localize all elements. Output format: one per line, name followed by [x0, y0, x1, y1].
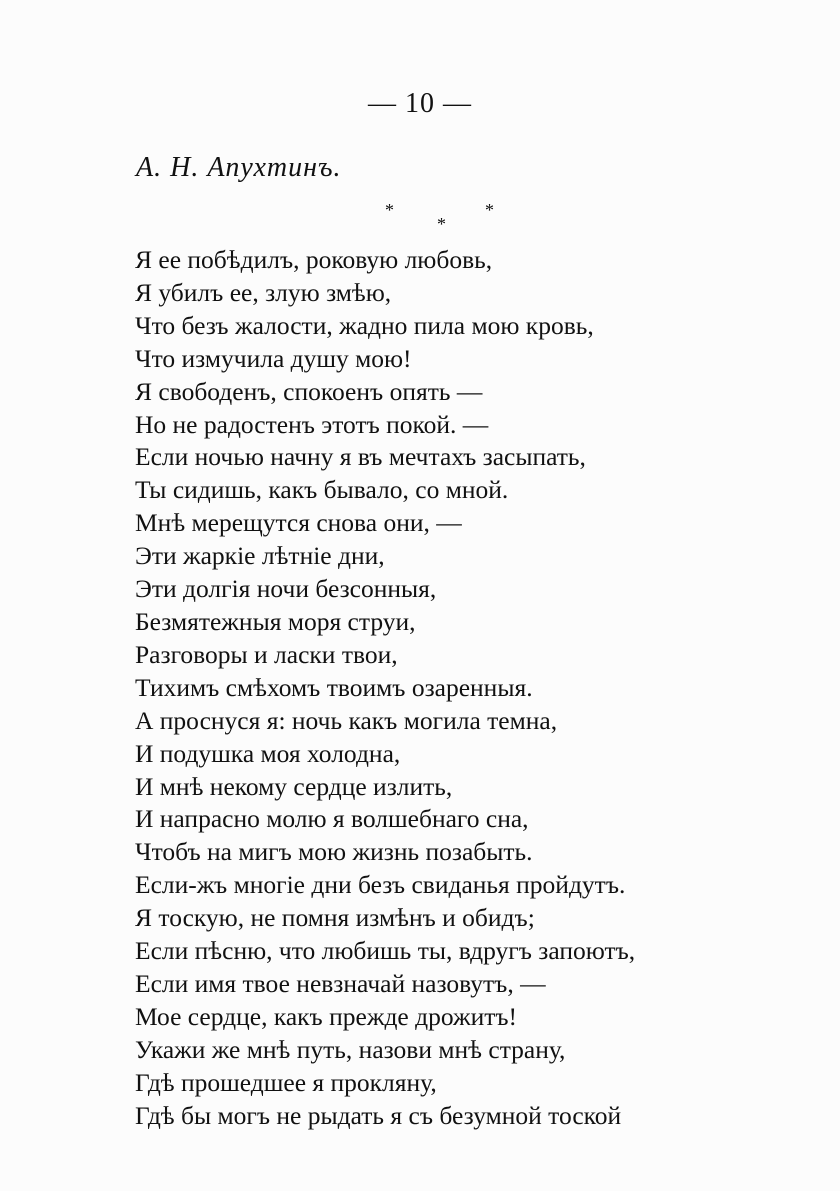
- poem-line: И напрасно молю я волшебнаго сна,: [135, 804, 529, 834]
- poem-line: Если-жъ многіе дни безъ свиданья пройдутъ.: [135, 870, 626, 900]
- asterism-star: *: [385, 200, 394, 220]
- poem-line: Я убилъ ее, злую змѣю,: [135, 277, 392, 307]
- poem-line: Я тоскую, не помня измѣнъ и обидъ;: [135, 903, 535, 933]
- poem-line: Разговоры и ласки твои,: [135, 639, 398, 669]
- poem-line: Гдѣ бы могъ не рыдать я съ безумной тоской: [135, 1100, 622, 1130]
- poem-line: Если пѣсню, что любишь ты, вдругъ запоютъ,: [135, 936, 636, 966]
- poem-line: Эти жаркіе лѣтніе дни,: [135, 541, 385, 571]
- poem-line: Ты сидишь, какъ бывало, со мной.: [135, 475, 509, 505]
- poem-line: Что безъ жалости, жадно пила мою кровь,: [135, 310, 594, 340]
- poem-line: Я ее побѣдилъ, роковую любовь,: [135, 245, 493, 274]
- poem-line: Но не радостенъ этотъ покой. —: [135, 409, 489, 439]
- poem-line: Мое сердце, какъ прежде дрожитъ!: [135, 1001, 518, 1031]
- poem-line: Укажи же мнѣ путь, назови мнѣ страну,: [135, 1034, 566, 1064]
- poem-line: И мнѣ некому сердце излить,: [135, 771, 453, 801]
- poem-text: [135, 244, 735, 1132]
- poem-line: Что измучила душу мою!: [135, 343, 412, 373]
- poem-line: Безмятежныя моря струи,: [135, 606, 416, 636]
- asterism-star: *: [485, 200, 494, 220]
- poem-line: Если ночью начну я въ мечтахъ засыпать,: [135, 442, 586, 472]
- page-number: — 10 —: [368, 88, 472, 119]
- poem-line: Гдѣ прошедшее я прокляну,: [135, 1067, 437, 1097]
- poem-line: И подушка моя холодна,: [135, 738, 401, 768]
- author-heading: А. Н. Апухтинъ.: [136, 152, 342, 183]
- poem-line: Я свободенъ, спокоенъ опять —: [135, 376, 483, 406]
- poem-line: Мнѣ мерещутся снова они, —: [135, 508, 462, 538]
- poem-line: Чтобъ на мигъ мою жизнь позабыть.: [135, 837, 533, 867]
- asterism-star: *: [437, 214, 446, 234]
- poem-line: Тихимъ смѣхомъ твоимъ озаренныя.: [135, 672, 533, 702]
- poem-line: А проснуся я: ночь какъ могила темна,: [135, 705, 558, 735]
- poem-line: Если имя твое невзначай назовутъ, —: [135, 968, 546, 998]
- poem-line: Эти долгія ночи безсонныя,: [135, 574, 437, 604]
- asterism: [385, 200, 505, 240]
